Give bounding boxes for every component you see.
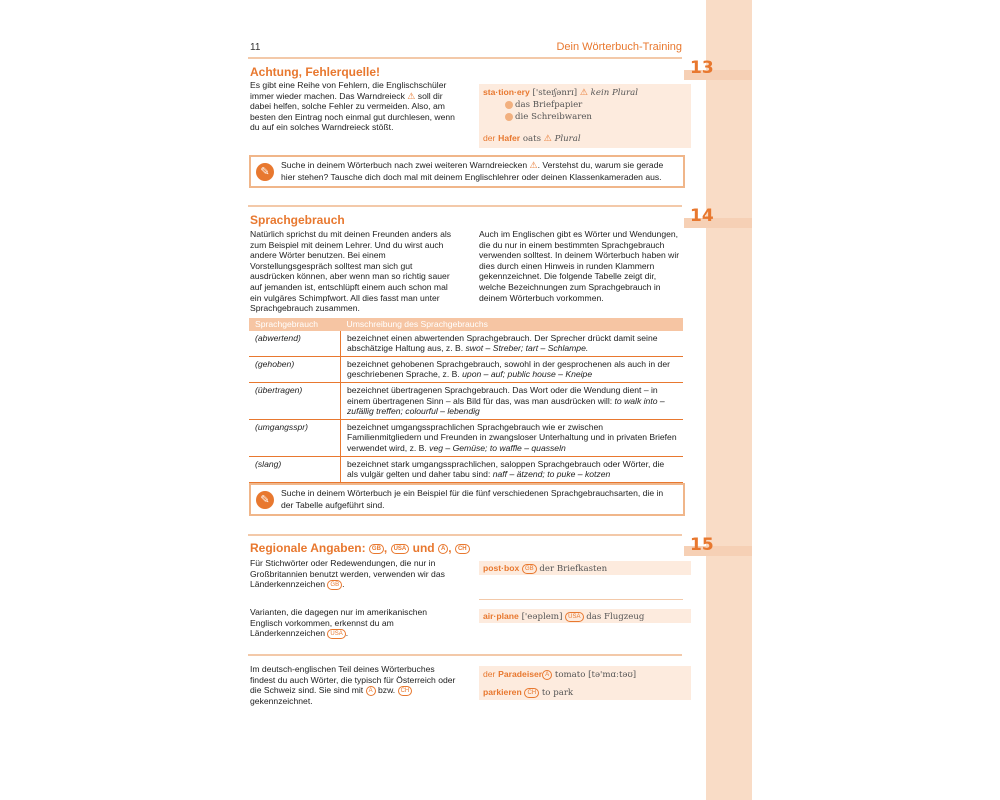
sense-1-text: das Briefpapier bbox=[515, 100, 583, 110]
task-13-part2: . Verstehst du, warum sie gerade hier stehen? Tausche dich doch mal mit deinem Englischlehrer oder deinen Klassenkameraden aus. bbox=[281, 160, 664, 182]
section-15-para-1: Für Stichwörter oder Redewendungen, die nur in Großbritannien benutzt werden, verwenden wir das Länderkennzeichen GB . bbox=[250, 558, 445, 590]
row-examples: to walk into – zufällig treffen; colourful – lebendig bbox=[347, 395, 665, 417]
country-badge-a: A bbox=[438, 544, 448, 554]
country-badge-a: A bbox=[366, 686, 376, 696]
warning-triangle-icon: ⚠ bbox=[529, 160, 538, 170]
tab-15-number: 15 bbox=[690, 535, 714, 555]
task-13-text bbox=[251, 157, 683, 186]
table-cell-label: (übertragen) bbox=[249, 382, 341, 419]
sense-number-icon bbox=[505, 101, 513, 109]
row-text: bezeichnet umgangssprachlichen Sprachgebrauch wie er zwischen Familienmitgliedern und Freunden in zwangsloser Unterhaltung und in privaten Briefen verwendet wird, z. B. bbox=[347, 421, 677, 453]
pencil-icon: ✎ bbox=[256, 491, 274, 509]
table-cell-text bbox=[341, 356, 684, 382]
table-row bbox=[249, 456, 683, 482]
example-paradeiser-parkieren bbox=[479, 666, 691, 700]
country-badge-a: A bbox=[542, 670, 552, 680]
country-badge-ch: CH bbox=[398, 686, 413, 696]
example-headword: sta·tion·ery bbox=[483, 87, 530, 97]
country-badge-ch: CH bbox=[455, 544, 470, 554]
table-cell-label: (abwertend) bbox=[249, 331, 341, 357]
page-edge-strip bbox=[706, 0, 752, 800]
section-15-divider-2 bbox=[248, 654, 682, 656]
example-airplane bbox=[479, 609, 691, 623]
country-badge-gb: GB bbox=[369, 544, 384, 554]
example-translation: das Flugzeug bbox=[586, 612, 645, 622]
example-note: Plural bbox=[554, 134, 581, 144]
country-badge-ch: CH bbox=[524, 688, 539, 698]
warning-triangle-icon: ⚠ bbox=[407, 90, 416, 101]
country-badge-usa: USA bbox=[391, 544, 410, 554]
section-14-title: Sprachgebrauch bbox=[250, 213, 345, 227]
row-examples: upon – auf; public house – Kneipe bbox=[462, 369, 593, 380]
para-3-text-3: gekennzeichnet. bbox=[250, 695, 313, 706]
section-13-body-part1: Es gibt eine Reihe von Fehlern, die Englischschüler immer wieder machen. Das Warndreieck bbox=[250, 80, 447, 101]
row-text: bezeichnet gehobenen Sprachgebrauch, sowohl in der gesprochenen als auch in der geschriebenen Sprache, z. B. bbox=[347, 358, 670, 380]
table-cell-label: (gehoben) bbox=[249, 356, 341, 382]
row-examples: veg – Gemüse; to waffle – quasseln bbox=[429, 442, 566, 453]
task-14-text: Suche in deinem Wörterbuch je ein Beispiel für die fünf verschiedenen Sprachgebrauchsarten, die in der Tabelle aufgeführt sind. bbox=[281, 488, 664, 510]
table-row bbox=[249, 382, 683, 419]
tab-13-number: 13 bbox=[690, 58, 714, 78]
example-entry-hafer bbox=[483, 132, 687, 145]
section-14-rule bbox=[248, 205, 682, 207]
table-cell-text bbox=[341, 456, 684, 482]
table-cell-text bbox=[341, 419, 684, 456]
sense-number-icon bbox=[505, 113, 513, 121]
example-pronunciation: ['eəpleɪn] bbox=[521, 612, 563, 622]
section-13-title: Achtung, Fehlerquelle! bbox=[250, 65, 381, 79]
section-15-title: Regionale Angaben: GB , USA und A , CH bbox=[250, 541, 470, 555]
example-translation: oats bbox=[522, 134, 542, 144]
section-13-body-part2: soll dir dabei helfen, solche Fehler zu vermeiden. Also, am besten den Eintrag noch einmal gut durchlesen, wenn du auf ein solches Warndreieck stößt. bbox=[250, 90, 455, 133]
pencil-icon: ✎ bbox=[256, 163, 274, 181]
running-title: Dein Wörterbuch-Training bbox=[556, 41, 682, 53]
table-row bbox=[249, 419, 683, 456]
example-entry-parkieren bbox=[483, 684, 687, 702]
row-examples: naff – ätzend; to puke – kotzen bbox=[492, 469, 611, 480]
para-3-text-2: bzw. bbox=[378, 685, 396, 696]
table-header-usage: Sprachgebrauch bbox=[249, 318, 341, 331]
table-row bbox=[249, 356, 683, 382]
page-number: 11 bbox=[250, 42, 261, 53]
section-15-title-text: Regionale Angaben: bbox=[250, 541, 366, 555]
section-15-para-2: Varianten, die dagegen nur im amerikanischen Englisch vorkommen, erkennst du am Länderkennzeichen USA . bbox=[250, 607, 428, 639]
country-badge-gb: GB bbox=[522, 564, 537, 574]
country-badge-usa: USA bbox=[327, 629, 345, 639]
example-article: der bbox=[483, 669, 496, 679]
warning-example-box bbox=[479, 84, 691, 148]
table-cell-label: (umgangsspr) bbox=[249, 419, 341, 456]
para-3-text-1: Im deutsch-englischen Teil deines Wörterbuches findest du auch Wörter, die typisch für Österreich oder die Schweiz sind. Sie sind mit bbox=[250, 664, 456, 696]
example-headword: Paradeiser bbox=[498, 669, 543, 679]
task-box-14 bbox=[249, 483, 685, 516]
warning-triangle-icon: ⚠ bbox=[543, 134, 552, 144]
example-translation: der Briefkasten bbox=[539, 564, 608, 574]
section-13-body bbox=[250, 80, 460, 133]
table-cell-label: (slang) bbox=[249, 456, 341, 482]
country-badge-usa: USA bbox=[565, 612, 583, 622]
row-text: bezeichnet einen abwertenden Sprachgebrauch. Der Sprecher drückt damit seine abschätzige Haltung aus, z. B. bbox=[347, 332, 658, 354]
usage-table bbox=[249, 318, 683, 483]
section-15-title-and: und bbox=[412, 541, 435, 555]
example-translation: to park bbox=[541, 688, 574, 698]
example-sense-1 bbox=[483, 99, 687, 111]
example-entry-stationery bbox=[483, 86, 687, 99]
section-13-rule bbox=[248, 57, 682, 59]
table-header-description: Umschreibung des Sprachgebrauchs bbox=[341, 318, 684, 331]
example-translation: tomato bbox=[554, 670, 586, 680]
section-15-para-3 bbox=[250, 664, 460, 707]
table-row bbox=[249, 331, 683, 357]
example-entry-paradeiser bbox=[483, 666, 687, 684]
row-text: bezeichnet stark umgangssprachlichen, saloppen Sprachgebrauch oder Wörter, die als vulgär gelten und daher tabu sind: bbox=[347, 458, 665, 480]
row-text: bezeichnet übertragenen Sprachgebrauch. Das Wort oder die Wendung dient – in einem übertragenen Sinn – als Bild für das, was man ausdrücken will: bbox=[347, 384, 658, 406]
table-cell-text bbox=[341, 382, 684, 419]
example-pronunciation: ['steɪʃənrɪ] bbox=[532, 88, 578, 98]
tab-14-number: 14 bbox=[690, 206, 714, 226]
task-box-13 bbox=[249, 155, 685, 188]
country-badge-gb: GB bbox=[327, 580, 342, 590]
para-2-text: Varianten, die dagegen nur im amerikanischen Englisch vorkommen, erkennst du am Länderkennzeichen bbox=[250, 607, 428, 639]
sense-2-text: die Schreibwaren bbox=[515, 112, 592, 122]
section-15-rule bbox=[248, 534, 682, 536]
example-headword: Hafer bbox=[498, 133, 521, 143]
example-headword: parkieren bbox=[483, 687, 522, 697]
example-sense-2 bbox=[483, 111, 687, 123]
example-headword: post·box bbox=[483, 563, 520, 573]
example-headword: air·plane bbox=[483, 611, 519, 621]
row-examples: swot – Streber; tart – Schlampe. bbox=[465, 343, 589, 354]
section-14-col1: Natürlich sprichst du mit deinen Freunden anders als zum Beispiel mit deinem Lehrer. Und du wirst auch andere Wörter benutzen. Bei einem Vorstellungsgespräch solltest man sich gut ausdrücken können, aber wenn man so richtig sauer auf jemanden ist, entschlüpft einem auch schon mal ein vulgäres Schimpfwort. All dies fasst man unter Sprachgebrauch zusammen. bbox=[250, 229, 452, 314]
example-postbox bbox=[479, 561, 691, 575]
section-14-col2: Auch im Englischen gibt es Wörter und Wendungen, die du nur in einem bestimmten Sprachgebrauch verwenden solltest. In deinem Wörterbuch haben wir dies durch einen Hinweis in runden Klammern gekennzeichnet. Die folgende Tabelle zeigt dir, welche Bezeichnungen zum Sprachgebrauch in deinem Wörterbuch vorkommen. bbox=[479, 229, 680, 303]
example-note: kein Plural bbox=[590, 88, 639, 98]
para-1-text: Für Stichwörter oder Redewendungen, die nur in Großbritannien benutzt werden, verwenden wir das Länderkennzeichen bbox=[250, 558, 445, 590]
example-pronunciation: [tə'mɑːtəʊ] bbox=[588, 670, 637, 680]
section-15-divider-1 bbox=[479, 599, 683, 600]
task-13-part1: Suche in deinem Wörterbuch nach zwei weiteren Warndreiecken bbox=[281, 160, 528, 170]
warning-triangle-icon: ⚠ bbox=[579, 88, 588, 98]
table-cell-text bbox=[341, 331, 684, 357]
usage-table-header bbox=[249, 318, 683, 331]
example-article: der bbox=[483, 133, 496, 143]
